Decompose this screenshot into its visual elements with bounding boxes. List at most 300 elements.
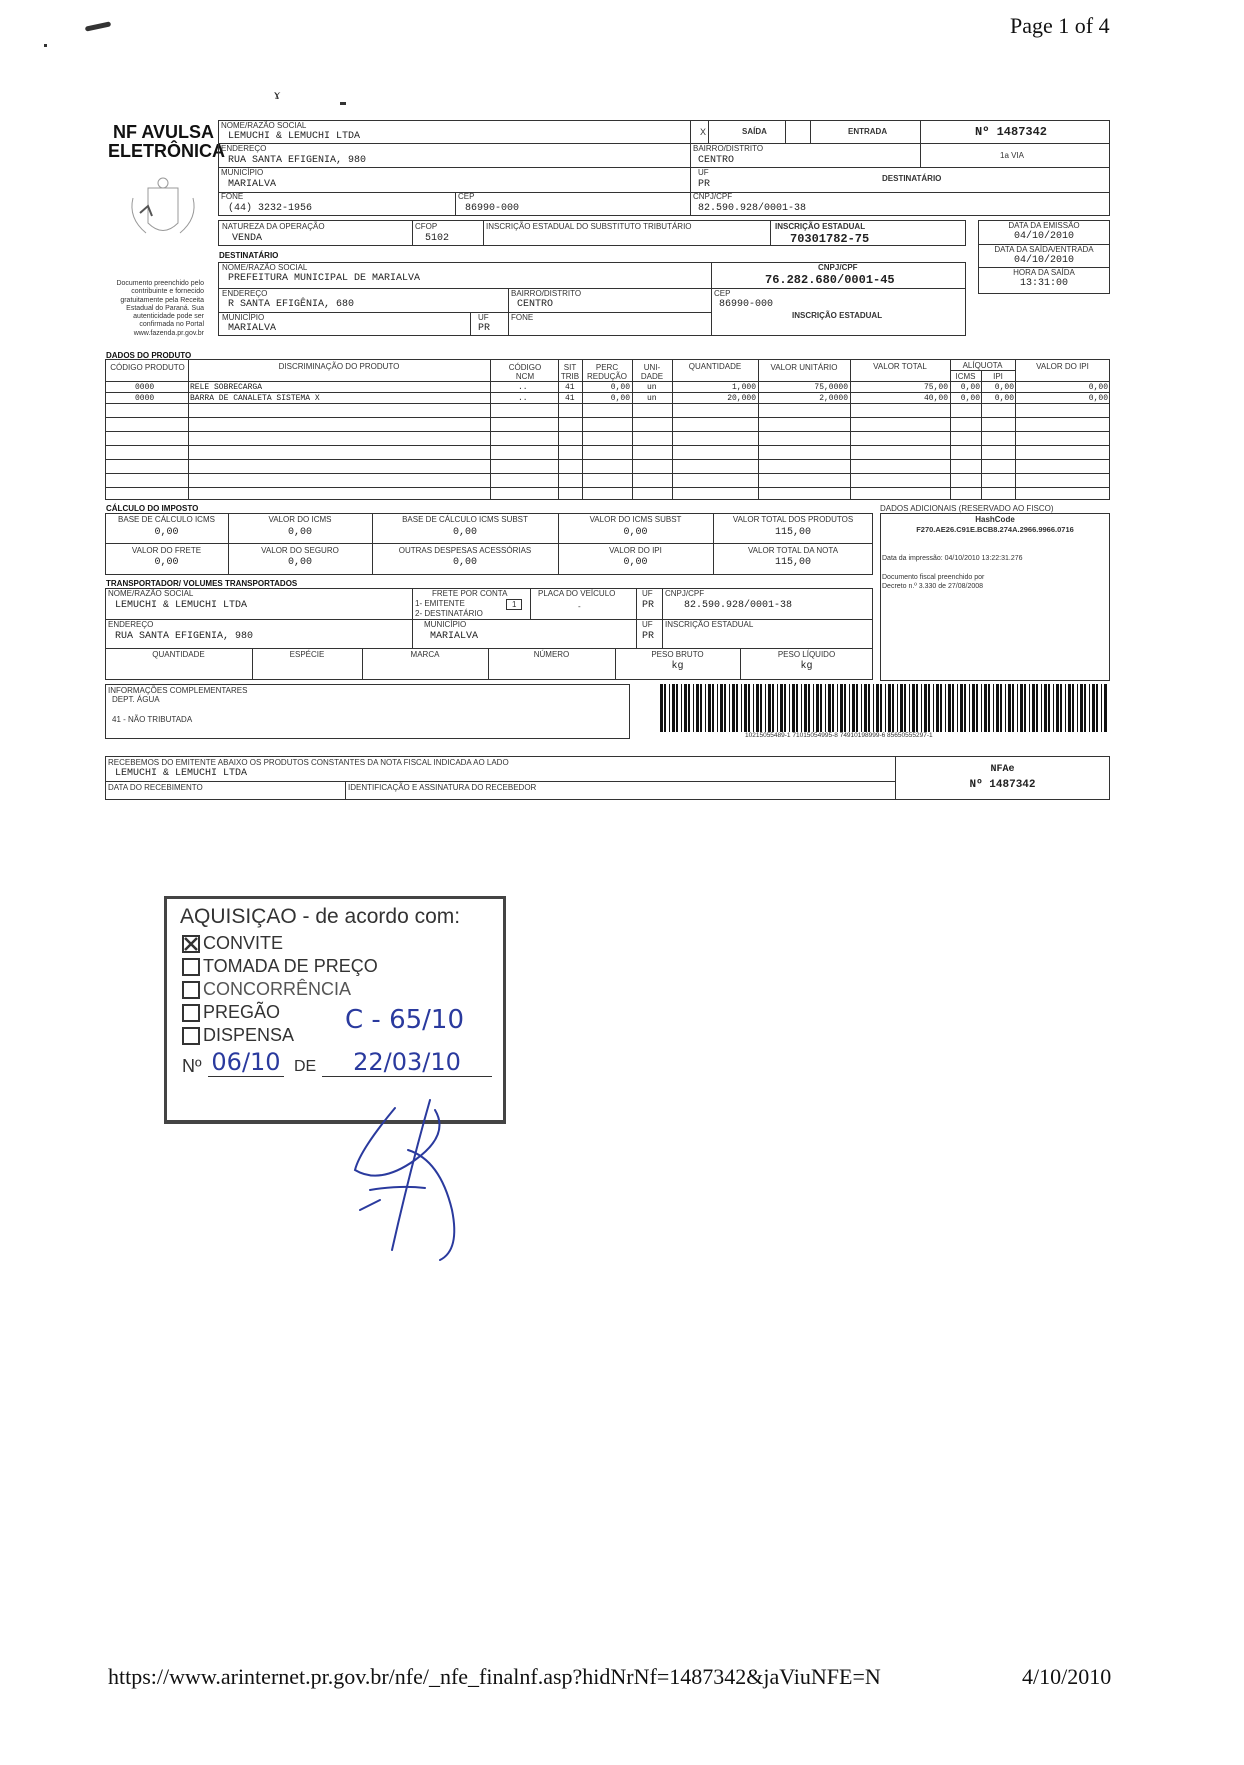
barcode-bar (988, 684, 990, 732)
dest-razao-label: NOME/RAZÃO SOCIAL (222, 263, 308, 272)
barcode-digits: 10215055489-1 71015054995-8 74910198999-6 85650555297-1 (745, 732, 933, 739)
barcode-bar (969, 684, 970, 732)
emissao-value: 04/10/2010 (1013, 231, 1074, 242)
stamp-option-tomada (182, 956, 378, 977)
barcode-bar (808, 684, 810, 732)
doc-title-line2: ELETRÔNICA (108, 141, 225, 161)
side-note-line: autenticidade pode ser (133, 313, 204, 321)
barcode-bar (1101, 684, 1102, 732)
barcode-bar (945, 684, 946, 732)
barcode-bar (813, 684, 814, 732)
barcode-bar (1084, 684, 1086, 732)
barcode-bar (1008, 684, 1011, 732)
hora-label: HORA DA SAÍDA (1013, 268, 1075, 277)
barcode-bar (825, 684, 826, 732)
row1-codigo: 0000 (135, 383, 155, 392)
dest-razao: PREFEITURA MUNICIPAL DE MARIALVA (228, 273, 421, 284)
barcode-bar (700, 684, 702, 732)
emitente-cnpj: 82.590.928/0001-38 (698, 203, 807, 214)
footer-date: 4/10/2010 (1022, 1664, 1112, 1689)
stamp-option-label: CONVITE (203, 933, 284, 953)
dest-municipio: MARIALVA (228, 323, 277, 334)
col-qtd: QUANTIDADE (688, 362, 742, 371)
barcode-bar (957, 684, 958, 732)
barcode-bar (669, 684, 670, 732)
row1-descricao: RELE SOBRECARGA (190, 383, 263, 392)
ipi-label: VALOR DO IPI (609, 546, 662, 555)
barcode-bar (909, 684, 910, 732)
recibo-assinatura-label: IDENTIFICAÇÃO E ASSINATURA DO RECEBEDOR (348, 783, 537, 792)
destinatario-section: DESTINATÁRIO (219, 251, 279, 260)
row2-ipi: 0,00 (994, 394, 1014, 403)
barcode-bar (840, 684, 843, 732)
barcode-bar (940, 684, 942, 732)
stamp-option-label: TOMADA DE PREÇO (203, 956, 378, 976)
base-subst-label: BASE DE CÁLCULO ICMS SUBST (402, 515, 528, 524)
hash-value: F270.AE26.C91E.BCB8.274A.2966.9966.0716 (916, 525, 1074, 534)
emitente-municipio: MARIALVA (228, 179, 277, 190)
produtos-section: DADOS DO PRODUTO (106, 351, 192, 360)
barcode-bar (1068, 684, 1071, 732)
barcode-bar (708, 684, 711, 732)
barcode-bar (736, 684, 738, 732)
complementares-line1: DEPT. ÁGUA (112, 695, 160, 704)
stamp-option-convite (182, 933, 283, 954)
col-aliquota: ALÍQUOTA (962, 361, 1003, 370)
base-subst: 0,00 (452, 527, 477, 538)
barcode-bar (804, 684, 807, 732)
barcode-bar (753, 684, 754, 732)
stamp-option-label: PREGÃO (203, 1002, 281, 1022)
row1-qtd: 1,000 (731, 383, 756, 392)
barcode-bar (777, 684, 778, 732)
seguro-label: VALOR DO SEGURO (261, 546, 339, 555)
barcode-bar (952, 684, 954, 732)
barcode-bar (928, 684, 930, 732)
barcode-bar (744, 684, 747, 732)
barcode-bar (921, 684, 922, 732)
emitente-razao-label: NOME/RAZÃO SOCIAL (221, 121, 307, 130)
barcode-bar (1017, 684, 1018, 732)
emitente-cnpj-label: CNPJ/CPF (693, 192, 733, 201)
row2-perc: 0,00 (610, 394, 630, 403)
barcode-bar (688, 684, 690, 732)
transp-razao: LEMUCHI & LEMUCHI LTDA (115, 600, 248, 611)
barcode-bar (900, 684, 903, 732)
stamp-de-label: DE (294, 1058, 317, 1075)
barcode-bar (765, 684, 766, 732)
coat-of-arms-logo (118, 168, 208, 258)
cfop-value: 5102 (425, 233, 450, 244)
barcode-bar (1000, 684, 1002, 732)
dest-cnpj: 76.282.680/0001-45 (765, 273, 895, 287)
emitente-bairro: CENTRO (698, 155, 735, 166)
row2-descricao: BARRA DE CANALETA SISTEMA X (190, 394, 320, 403)
base-icms-label: BASE DE CÁLCULO ICMS (118, 515, 215, 524)
barcode-bar (1020, 684, 1023, 732)
barcode-bar (936, 684, 939, 732)
barcode-bar (876, 684, 879, 732)
barcode-bar (1005, 684, 1006, 732)
barcode-bar (681, 684, 682, 732)
barcode-bar (1080, 684, 1083, 732)
barcode-bar (796, 684, 798, 732)
stamp-num-label: Nº (182, 1056, 202, 1076)
barcode-bar (924, 684, 927, 732)
row1-ipi: 0,00 (994, 383, 1014, 392)
stamp-option-label: CONCORRÊNCIA (203, 979, 352, 999)
barcode-bar (948, 684, 951, 732)
barcode-bar (849, 684, 850, 732)
barcode-bar (904, 684, 906, 732)
barcode-bar (676, 684, 678, 732)
emissao-label: DATA DA EMISSÃO (1008, 221, 1080, 230)
frete: 0,00 (154, 557, 179, 568)
stamp-option-label: DISPENSA (203, 1025, 295, 1045)
transp-cnpj-label: CNPJ/CPF (665, 589, 705, 598)
frete-opt1: 1- EMITENTE (415, 599, 465, 608)
nf-via: 1a VIA (1000, 151, 1025, 160)
barcode-bar (760, 684, 762, 732)
decreto-line1: Documento fiscal preenchido por (882, 574, 985, 581)
col-uni: UNI- DADE (640, 363, 664, 381)
row2-ncm: .. (518, 394, 528, 403)
checkbox-icon (182, 981, 200, 999)
total-nota: 115,00 (774, 557, 811, 568)
imposto-section: CÁLCULO DO IMPOSTO (106, 504, 199, 513)
frete-conta-label: FRETE POR CONTA (432, 589, 508, 598)
col-ncm: CÓDIGO NCM (508, 363, 542, 381)
barcode-bar (897, 684, 898, 732)
barcode-bar (1104, 684, 1107, 732)
frete-value: 1 (512, 600, 517, 609)
barcode-bar (873, 684, 874, 732)
emitente-uf-label: UF (698, 168, 709, 177)
transp-municipio: MARIALVA (430, 631, 479, 642)
footer-url[interactable]: https://www.arinternet.pr.gov.br/nfe/_nfe_finalnf.asp?hidNrNf=1487342&jaViuNFE=N (108, 1664, 881, 1689)
natureza-label: NATUREZA DA OPERAÇÃO (222, 222, 325, 231)
valor-icms-label: VALOR DO ICMS (268, 515, 332, 524)
barcode-bar (792, 684, 795, 732)
stamp-num-value: 06/10 (208, 1048, 284, 1077)
row2-qtd: 20,000 (727, 394, 756, 403)
barcode-bar (981, 684, 982, 732)
nf-number: Nº 1487342 (975, 125, 1048, 139)
ie-label: INSCRIÇÃO ESTADUAL (775, 222, 866, 231)
barcode-bar (660, 684, 663, 732)
peso-bruto-unit: kg (671, 661, 684, 672)
barcode-bar (768, 684, 771, 732)
stamp-de-value: 22/03/10 (322, 1048, 492, 1077)
emitente-uf: PR (698, 179, 711, 190)
barcode-bar (1056, 684, 1059, 732)
col-sit: SIT TRIB (560, 363, 580, 381)
barcode-bar (868, 684, 870, 732)
row2-icms: 0,00 (960, 394, 980, 403)
barcode-bar (1072, 684, 1074, 732)
stamp-option-dispensa (182, 1025, 294, 1046)
dest-municipio-label: MUNICÍPIO (222, 313, 265, 322)
col-vtotal: VALOR TOTAL (873, 362, 927, 371)
barcode-bar (717, 684, 718, 732)
tipo-mark: X (700, 127, 707, 137)
transp-uf2-label: UF (642, 620, 653, 629)
total-produtos: 115,00 (774, 527, 811, 538)
transp-cnpj: 82.590.928/0001-38 (684, 600, 793, 611)
stamp-title: AQUISIÇAO - de acordo com: (180, 905, 461, 928)
handwritten-code: C - 65/10 (345, 1005, 464, 1035)
barcode-bar (1053, 684, 1054, 732)
barcode-bar (1036, 684, 1038, 732)
row1-vtotal: 75,00 (923, 383, 948, 392)
scan-mark (44, 44, 47, 47)
side-note (108, 280, 204, 338)
barcode-bar (984, 684, 987, 732)
side-note-line: Estadual do Paraná. Sua (126, 304, 204, 312)
side-note-line: contribuinte e fornecido (131, 288, 204, 296)
transp-municipio-label: MUNICÍPIO (424, 620, 467, 629)
barcode-bar (693, 684, 694, 732)
row2-uni: un (647, 394, 657, 403)
barcode-bar (912, 684, 915, 732)
barcode-bar (888, 684, 891, 732)
hora-value: 13:31:00 (1019, 278, 1068, 289)
row2-vtotal: 40,00 (923, 394, 948, 403)
adicionais-block (880, 513, 1110, 681)
recibo-nfae: NFAe (990, 764, 1015, 775)
row2-codigo: 0000 (135, 394, 155, 403)
barcode-bar (837, 684, 838, 732)
dest-uf: PR (478, 323, 491, 334)
page-number: Page 1 of 4 (1010, 13, 1110, 38)
dest-ie-label: INSCRIÇÃO ESTADUAL (792, 311, 883, 320)
recibo-data-label: DATA DO RECEBIMENTO (108, 783, 203, 792)
barcode-bar (864, 684, 867, 732)
col-codigo: CÓDIGO PRODUTO (110, 363, 185, 372)
barcode-bar (844, 684, 846, 732)
barcode-bar (1029, 684, 1030, 732)
row1-ncm: .. (518, 383, 528, 392)
col-perc: PERC REDUÇÃO (586, 363, 627, 381)
barcode-bar (880, 684, 882, 732)
cfop-label: CFOP (415, 222, 438, 231)
barcode-bar (724, 684, 726, 732)
recibo-text: RECEBEMOS DO EMITENTE ABAIXO OS PRODUTOS CONSTANTES DA NOTA FISCAL INDICADA AO LADO (108, 758, 509, 767)
row2-sit: 41 (565, 394, 575, 403)
barcode-bar (801, 684, 802, 732)
barcode-bar (672, 684, 675, 732)
emitente-endereco-label: ENDEREÇO (221, 144, 267, 153)
dest-fone-label: FONE (511, 313, 534, 322)
barcode-bar (816, 684, 819, 732)
emitente-fone-label: FONE (221, 192, 244, 201)
numero-label: NÚMERO (533, 650, 570, 659)
hash-label: HashCode (975, 515, 1015, 524)
transp-uf: PR (642, 600, 655, 611)
barcode-bar (892, 684, 894, 732)
col-vunit: VALOR UNITÁRIO (770, 363, 838, 372)
row1-perc: 0,00 (610, 383, 630, 392)
outras: 0,00 (452, 557, 477, 568)
placa-label: PLACA DO VEÍCULO (538, 589, 616, 598)
side-note-line: Documento preenchido pelo (116, 280, 204, 287)
barcode-bar (832, 684, 834, 732)
valor-icms: 0,00 (287, 527, 312, 538)
recibo-numero: Nº 1487342 (969, 779, 1036, 791)
emitente-endereco: RUA SANTA EFIGENIA, 980 (228, 155, 367, 166)
barcode-bar (1044, 684, 1047, 732)
tipo-destinatario: DESTINATÁRIO (882, 174, 942, 183)
side-note-line: www.fazenda.pr.gov.br (133, 329, 204, 337)
barcode-bar (1089, 684, 1090, 732)
barcode-bar (964, 684, 966, 732)
especie-label: ESPÉCIE (289, 650, 325, 659)
row1-uni: un (647, 383, 657, 392)
barcode-bar (772, 684, 774, 732)
frete-label: VALOR DO FRETE (131, 546, 202, 555)
seguro: 0,00 (287, 557, 312, 568)
transp-uf2: PR (642, 631, 655, 642)
total-nota-label: VALOR TOTAL DA NOTA (747, 546, 839, 555)
complementares-line2: 41 - NÃO TRIBUTADA (112, 715, 193, 724)
marca-label: MARCA (410, 650, 440, 659)
barcode-bar (732, 684, 735, 732)
doc-title-line1: NF AVULSA (113, 122, 214, 142)
col-icms: ICMS (955, 372, 976, 381)
barcode-bar (852, 684, 855, 732)
decreto-line2: Decreto n.º 3.330 de 27/08/2008 (882, 583, 984, 590)
emitente-bairro-label: BAIRRO/DISTRITO (693, 144, 764, 153)
barcode-bar (828, 684, 831, 732)
valor-subst: 0,00 (623, 527, 648, 538)
barcode-bar (1060, 684, 1062, 732)
checkbox-icon (182, 958, 200, 976)
checkbox-icon (182, 1004, 200, 1022)
row2-vunit: 2,0000 (819, 394, 848, 403)
barcode-bar (996, 684, 999, 732)
dest-cnpj-label: CNPJ/CPF (818, 263, 858, 272)
barcode-bar (1092, 684, 1095, 732)
barcode-bar (789, 684, 790, 732)
barcode-bar (916, 684, 918, 732)
tipo-entrada: ENTRADA (848, 127, 888, 136)
emitente-cep: 86990-000 (465, 203, 520, 214)
saida-value: 04/10/2010 (1013, 255, 1074, 266)
dest-bairro-label: BAIRRO/DISTRITO (511, 289, 582, 298)
col-vipi: VALOR DO IPI (1036, 362, 1089, 371)
row1-vunit: 75,0000 (814, 383, 848, 392)
natureza-value: VENDA (232, 233, 263, 244)
dest-cep: 86990-000 (719, 299, 774, 310)
transp-uf-label: UF (642, 589, 653, 598)
base-icms: 0,00 (154, 527, 179, 538)
emitente-fone: (44) 3232-1956 (228, 203, 313, 214)
transporte-section: TRANSPORTADOR/ VOLUMES TRANSPORTADOS (106, 579, 298, 588)
barcode-bar (664, 684, 666, 732)
side-note-line: confirmada no Portal (139, 321, 204, 329)
barcode-bar (756, 684, 759, 732)
barcode-bar (729, 684, 730, 732)
barcode-bar (993, 684, 994, 732)
dest-endereco-label: ENDEREÇO (222, 289, 268, 298)
peso-liquido-label: PESO LÍQUIDO (777, 650, 836, 659)
barcode-bar (1048, 684, 1050, 732)
dest-cep-label: CEP (714, 289, 731, 298)
complementares-label: INFORMAÇÕES COMPLEMENTARES (108, 686, 248, 695)
barcode-bar (748, 684, 750, 732)
scan-mark (85, 21, 111, 31)
barcode-bar (741, 684, 742, 732)
barcode-bar (1012, 684, 1014, 732)
peso-bruto-label: PESO BRUTO (651, 650, 704, 659)
side-note-line: gratuitamente pela Receita (120, 296, 204, 304)
ie-subst-label: INSCRIÇÃO ESTADUAL DO SUBSTITUTO TRIBUTÁRIO (486, 222, 692, 231)
barcode-bar (784, 684, 786, 732)
recibo-emitente: LEMUCHI & LEMUCHI LTDA (115, 768, 248, 779)
dest-endereco: R SANTA EFIGÊNIA, 680 (228, 299, 355, 310)
stamp-option-concorrencia (182, 979, 351, 1000)
emitente-razao: LEMUCHI & LEMUCHI LTDA (228, 131, 361, 142)
barcode-bar (820, 684, 822, 732)
dest-bairro: CENTRO (517, 299, 554, 310)
barcode-bar (1032, 684, 1035, 732)
ipi: 0,00 (623, 557, 648, 568)
handwritten-signature (340, 1090, 510, 1270)
barcode-bar (960, 684, 963, 732)
placa-value: - (578, 602, 581, 611)
ie-value: 70301782-75 (790, 232, 870, 246)
saida-label: DATA DA SAÍDA/ENTRADA (994, 245, 1094, 254)
peso-liquido-unit: kg (800, 661, 813, 672)
barcode-bar (933, 684, 934, 732)
barcode-bar (684, 684, 687, 732)
frete-opt2: 2- DESTINATÁRIO (415, 609, 483, 618)
barcode-bar (1041, 684, 1042, 732)
barcode-bar (705, 684, 706, 732)
row2-vipi: 0,00 (1088, 394, 1108, 403)
dest-uf-label: UF (478, 313, 489, 322)
total-produtos-label: VALOR TOTAL DOS PRODUTOS (732, 515, 854, 524)
barcode-bar (1096, 684, 1098, 732)
transp-razao-label: NOME/RAZÃO SOCIAL (108, 589, 194, 598)
row1-vipi: 0,00 (1088, 383, 1108, 392)
tipo-saida: SAÍDA (742, 127, 767, 136)
emitente-cep-label: CEP (458, 192, 475, 201)
barcode-bar (1024, 684, 1026, 732)
barcode-bar (885, 684, 886, 732)
transp-ie-label: INSCRIÇÃO ESTADUAL (665, 620, 754, 629)
stamp-option-pregao (182, 1002, 280, 1023)
scan-mark (340, 102, 346, 105)
valor-subst-label: VALOR DO ICMS SUBST (589, 515, 682, 524)
barcode-bar (972, 684, 975, 732)
barcode-bar (976, 684, 978, 732)
row1-sit: 41 (565, 383, 575, 392)
quantidade-label: QUANTIDADE (152, 650, 205, 659)
barcode-bar (720, 684, 723, 732)
col-ipi: IPI (993, 372, 1003, 381)
transp-endereco: RUA SANTA EFIGENIA, 980 (115, 631, 254, 642)
adicionais-label: DADOS ADICIONAIS (RESERVADO AO FISCO) (880, 504, 1054, 513)
impressao-date: Data da impressão: 04/10/2010 13:22:31.276 (882, 555, 1023, 562)
barcode-bar (696, 684, 699, 732)
barcode-bar (780, 684, 783, 732)
col-descricao: DISCRIMINAÇÃO DO PRODUTO (278, 362, 400, 371)
barcode-bar (856, 684, 858, 732)
transp-endereco-label: ENDEREÇO (108, 620, 154, 629)
barcode (658, 684, 1110, 732)
checkbox-icon (182, 1027, 200, 1045)
